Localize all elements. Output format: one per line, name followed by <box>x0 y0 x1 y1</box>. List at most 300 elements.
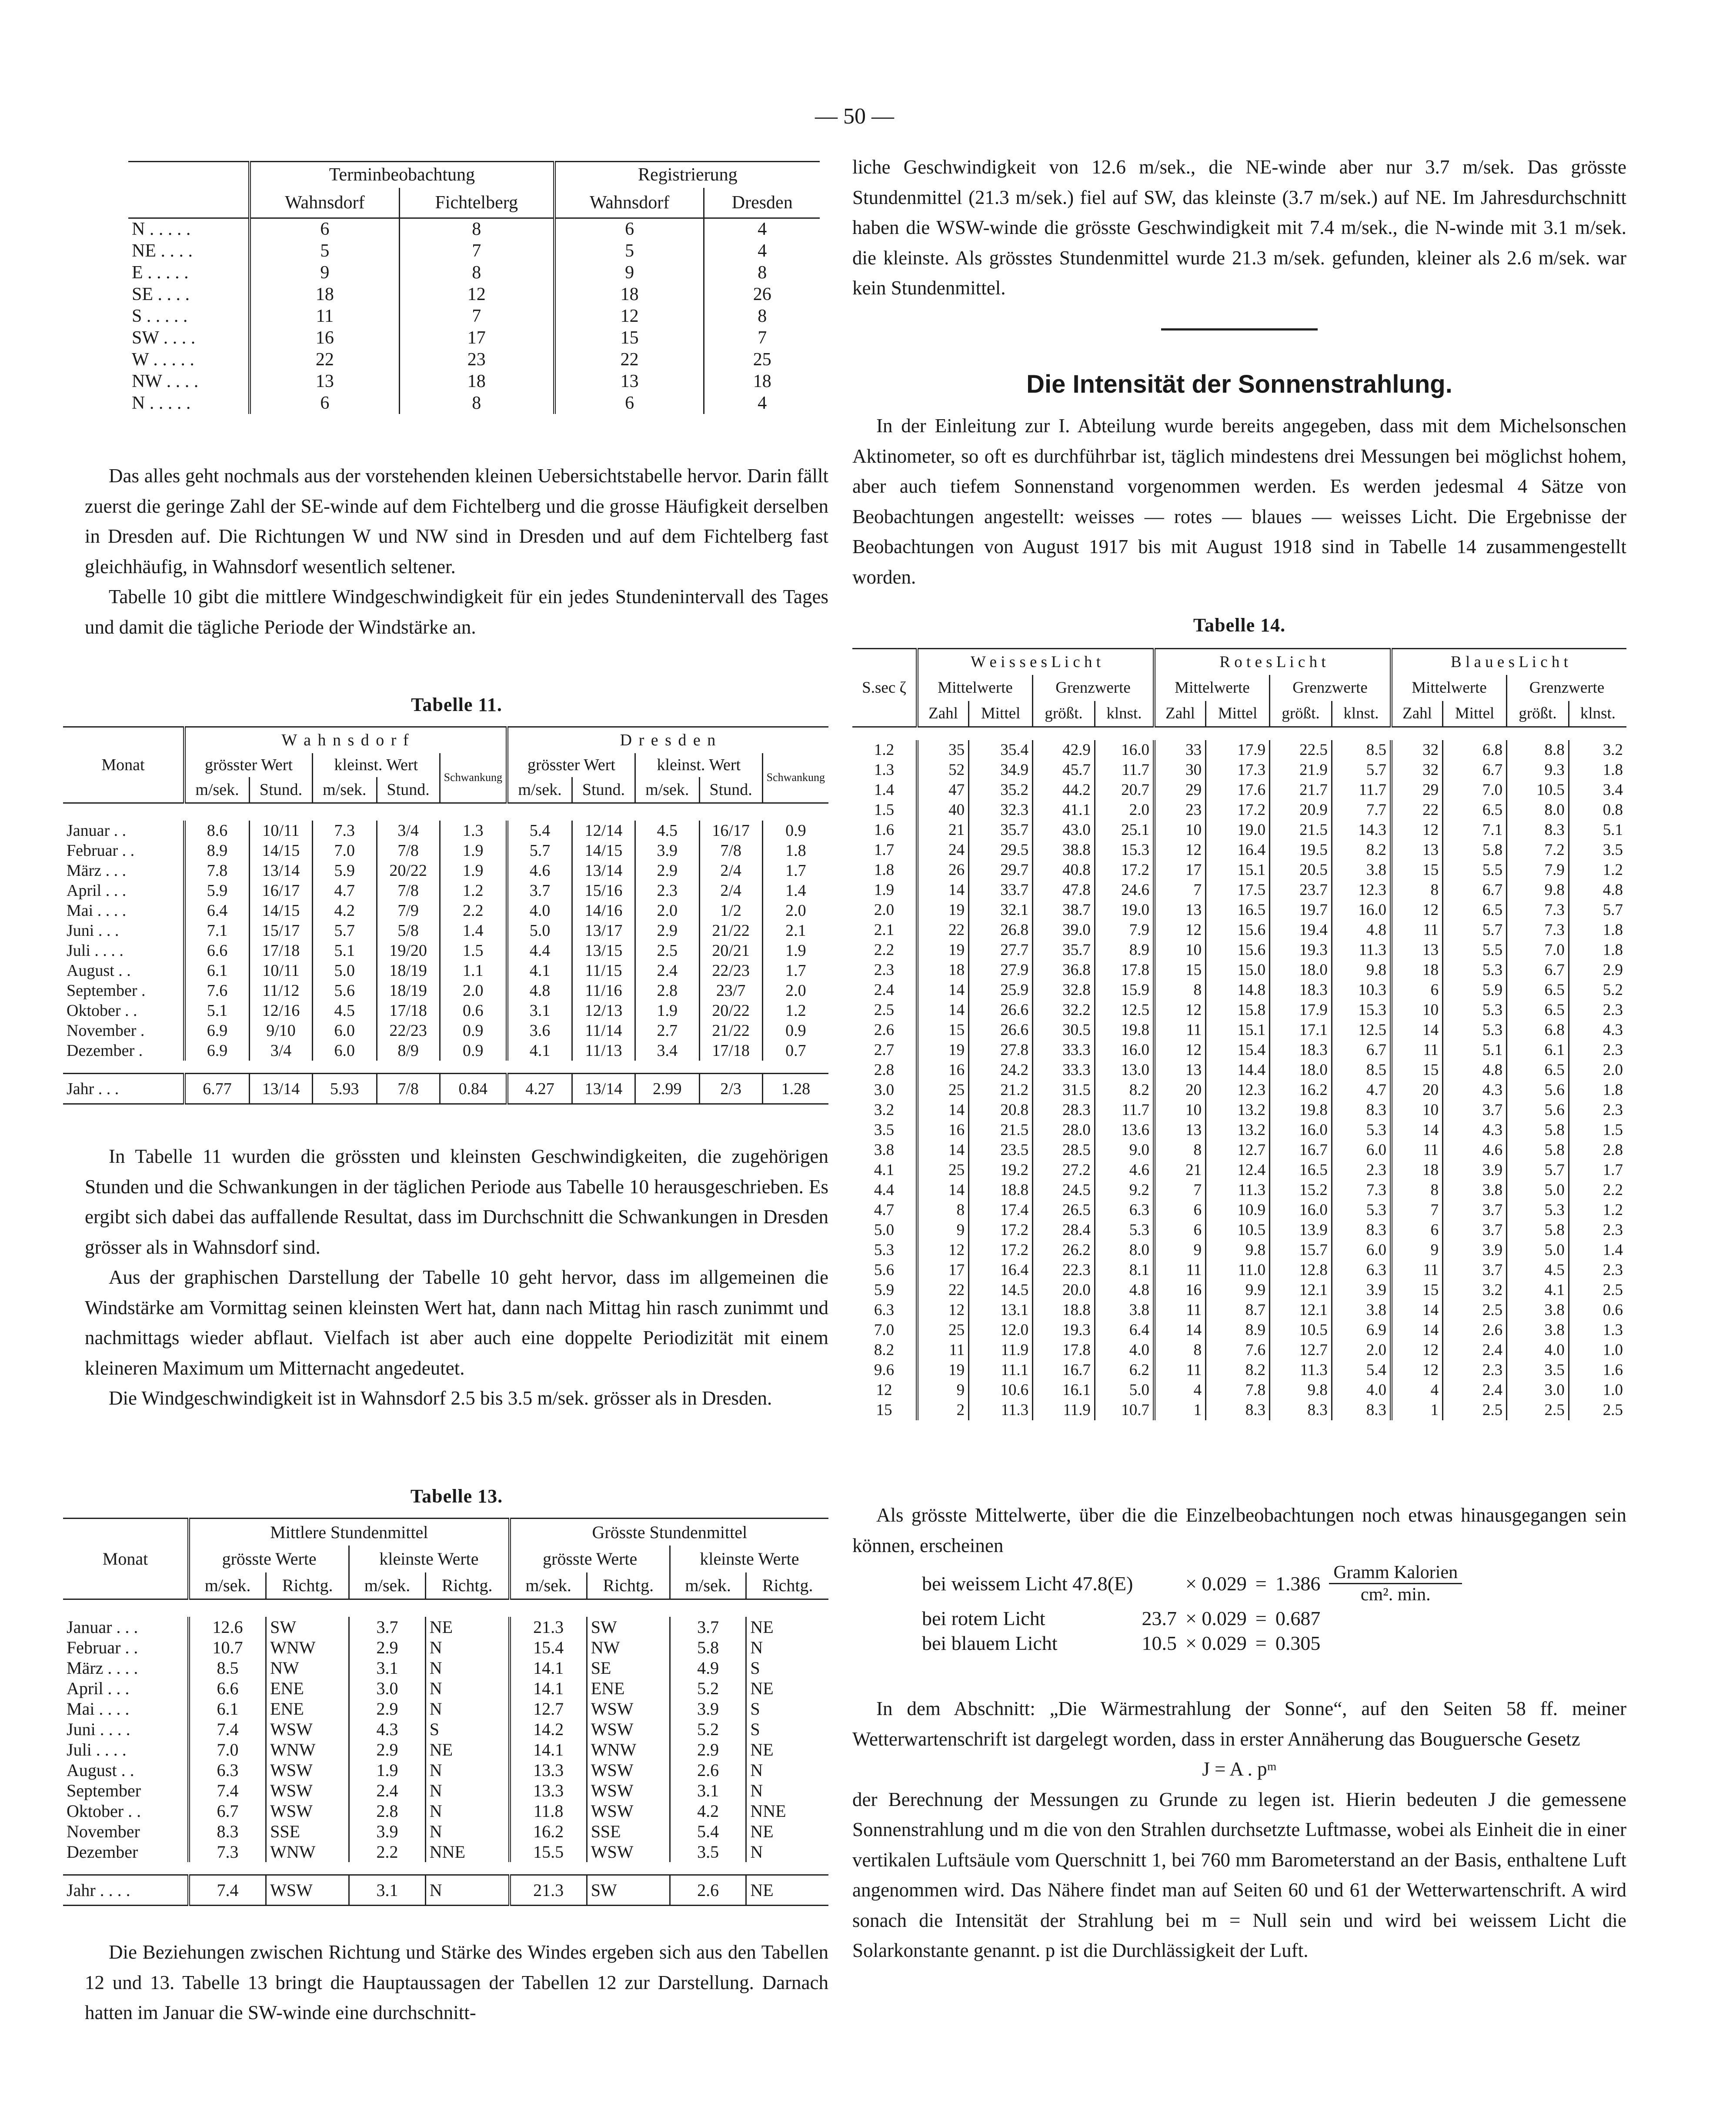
table-cell: 42.9 <box>1033 740 1095 760</box>
table-cell: 10 <box>1391 1100 1443 1120</box>
table-row <box>63 1801 828 1821</box>
table-cell: 13.6 <box>1095 1120 1154 1140</box>
unit-denominator: cm². min. <box>1360 1585 1431 1605</box>
table-cell: 38.7 <box>1033 900 1095 920</box>
table-cell: 16.0 <box>1095 740 1154 760</box>
table-cell: N <box>746 1780 828 1801</box>
table-cell: 5.7 <box>1569 900 1626 920</box>
table-cell: 18.3 <box>1270 1040 1332 1060</box>
table-cell: WSW <box>266 1719 349 1739</box>
table-cell: 23.5 <box>969 1140 1033 1160</box>
table-cell: 8 <box>399 262 554 284</box>
row-label: 4.7 <box>874 1201 895 1219</box>
row-label: April . . . <box>67 881 127 900</box>
table-cell: 18 <box>554 284 704 305</box>
row-label: 2.0 <box>874 901 895 919</box>
row-label: 1.4 <box>874 781 895 799</box>
table-cell: 8.5 <box>1332 1060 1391 1080</box>
table-cell: 8.2 <box>1206 1360 1270 1380</box>
table-row <box>852 1360 1626 1380</box>
table-cell: 16 <box>250 327 399 349</box>
table-cell: 3.6 <box>507 1021 572 1041</box>
table-cell: 14 <box>1154 1320 1206 1340</box>
table-cell: 23.7 <box>1270 880 1332 900</box>
table-cell: 11 <box>917 1340 969 1360</box>
table-row <box>63 881 828 901</box>
table-cell: NE <box>425 1617 509 1637</box>
table-cell: 16.0 <box>1270 1120 1332 1140</box>
table-cell: 7.3 <box>1507 900 1569 920</box>
table-row <box>63 901 828 921</box>
formula-equals: = <box>1255 1607 1267 1629</box>
table-cell: 5.3 <box>1443 1000 1507 1020</box>
table-cell: N <box>746 1637 828 1658</box>
table-cell: 1.28 <box>762 1074 828 1104</box>
col-header: m/sek. <box>510 1572 587 1599</box>
row-label: Juli . . . . <box>67 941 124 960</box>
table-cell: 15 <box>917 1020 969 1040</box>
row-label: 2.1 <box>874 921 895 939</box>
table-cell: 12.4 <box>1206 1160 1270 1180</box>
table-cell: 20/22 <box>377 861 440 881</box>
table-cell: 11.9 <box>1033 1400 1095 1420</box>
table-cell: 8 <box>1154 1140 1206 1160</box>
table-cell: 17.9 <box>1270 1000 1332 1020</box>
table-cell: 39.0 <box>1033 920 1095 940</box>
table-cell: NNE <box>425 1842 509 1862</box>
row-label: S . . . . . <box>132 306 188 326</box>
row-label: N . . . . . <box>132 219 191 240</box>
table-cell: 16.0 <box>1332 900 1391 920</box>
table-cell: 16.5 <box>1270 1160 1332 1180</box>
table-cell: N <box>425 1875 509 1906</box>
table-cell: 3.9 <box>1443 1160 1507 1180</box>
bouguer-law: J = A . pᵐ <box>1202 1758 1277 1780</box>
table-cell: 26 <box>704 284 820 305</box>
table-cell: 6.5 <box>1443 900 1507 920</box>
table-row <box>63 1678 828 1699</box>
table-cell: 26.2 <box>1033 1240 1095 1260</box>
table-cell: 14 <box>1391 1300 1443 1320</box>
table-cell: 3.8 <box>1507 1300 1569 1320</box>
table-cell: 2.3 <box>635 881 699 901</box>
table-cell: 2.0 <box>1332 1340 1391 1360</box>
table-11-caption: Tabelle 11. <box>411 694 502 715</box>
col-header: Mittel <box>1443 701 1507 727</box>
table-cell: 32 <box>1391 760 1443 780</box>
table-cell: 9 <box>917 1220 969 1240</box>
monat-header: Monat <box>63 727 184 803</box>
table-cell: 6 <box>554 218 704 240</box>
col-header: Zahl <box>1154 701 1206 727</box>
table-cell: 12 <box>1391 1360 1443 1380</box>
table-cell: SSE <box>266 1821 349 1842</box>
table-cell: 9.2 <box>1095 1180 1154 1200</box>
formula-equals: = <box>1255 1572 1267 1595</box>
table-cell: 19 <box>917 1040 969 1060</box>
table-cell: 5.8 <box>1507 1220 1569 1240</box>
row-label: N . . . . . <box>132 393 191 413</box>
table-cell: 16 <box>917 1060 969 1080</box>
table-cell: 2.3 <box>1332 1160 1391 1180</box>
table-cell: WNW <box>266 1842 349 1862</box>
table-cell: 10.9 <box>1206 1200 1270 1220</box>
table-cell: 17.2 <box>969 1220 1033 1240</box>
table-cell: 5.5 <box>1443 860 1507 880</box>
table-cell: 7.0 <box>313 841 377 861</box>
table-cell: 18 <box>250 284 399 305</box>
table-cell: 32.3 <box>969 800 1033 820</box>
table-cell: 6.0 <box>313 1021 377 1041</box>
table-cell: 10.5 <box>1206 1220 1270 1240</box>
table-row <box>852 1260 1626 1280</box>
table-cell: 8.3 <box>1507 820 1569 840</box>
table-cell: 26 <box>917 860 969 880</box>
row-label: 2.8 <box>874 1061 895 1079</box>
table-cell: 22 <box>554 349 704 371</box>
col-header: m/sek. <box>670 1572 746 1599</box>
table-cell: 3.0 <box>1507 1380 1569 1400</box>
col-header: m/sek. <box>313 777 377 803</box>
table-cell: 18 <box>917 960 969 980</box>
table-cell: 4.6 <box>1095 1160 1154 1180</box>
table-cell: 7.1 <box>184 921 249 941</box>
table-cell: 7 <box>1154 1180 1206 1200</box>
table-cell: 5.3 <box>1332 1120 1391 1140</box>
row-label: 8.2 <box>874 1341 895 1359</box>
table-cell: 34.9 <box>969 760 1033 780</box>
table-cell: 5.9 <box>184 881 249 901</box>
group-groesste: Grösste Stundenmittel <box>510 1519 828 1546</box>
table-cell: 0.9 <box>440 1041 507 1061</box>
table-cell: 3.5 <box>670 1842 746 1862</box>
table-cell: 8.1 <box>1095 1260 1154 1280</box>
row-label: 2.7 <box>874 1041 895 1059</box>
table-cell: 2.1 <box>762 921 828 941</box>
table-cell: 7.3 <box>1507 920 1569 940</box>
table-cell: 1.7 <box>762 961 828 981</box>
table-cell: 5.0 <box>313 961 377 981</box>
table-cell: 17.2 <box>1095 860 1154 880</box>
table-cell: 19.5 <box>1270 840 1332 860</box>
table-cell: 8 <box>1391 880 1443 900</box>
group-mittlere: Mittlere Stundenmittel <box>189 1519 510 1546</box>
table-cell: 6.3 <box>1332 1260 1391 1280</box>
row-label: November <box>67 1821 140 1841</box>
table-cell: NE <box>746 1617 828 1637</box>
table-cell: 20 <box>1154 1080 1206 1100</box>
table-cell: 8.3 <box>1332 1100 1391 1120</box>
table-cell: NW <box>587 1637 670 1658</box>
table-cell: 2.0 <box>440 981 507 1001</box>
table-cell: 7.0 <box>189 1739 266 1760</box>
row-label: Jahr . . . . <box>67 1880 130 1900</box>
table-cell: 1.4 <box>440 921 507 941</box>
table-row <box>852 1140 1626 1160</box>
table-cell: 5.4 <box>507 821 572 841</box>
table-cell: 2.4 <box>1443 1380 1507 1400</box>
table-cell: 9.3 <box>1507 760 1569 780</box>
table-cell: 15.4 <box>510 1637 587 1658</box>
table-cell: 2.5 <box>1507 1400 1569 1420</box>
formula-equals: = <box>1255 1632 1267 1654</box>
table-cell: 6 <box>1154 1200 1206 1220</box>
table-cell: 27.7 <box>969 940 1033 960</box>
table-cell: 17/18 <box>699 1041 762 1061</box>
row-label: 1.3 <box>874 761 895 779</box>
table-cell: 5 <box>250 240 399 262</box>
table-cell: 1.9 <box>440 841 507 861</box>
table-cell: 4.8 <box>1569 880 1626 900</box>
table-cell: NE <box>746 1875 828 1906</box>
table-cell: 4.1 <box>507 1041 572 1061</box>
table-cell: 15.6 <box>1206 920 1270 940</box>
table-cell: 10.7 <box>1095 1400 1154 1420</box>
table-cell: 1.3 <box>1569 1320 1626 1340</box>
row-label: 2.6 <box>874 1021 895 1039</box>
table-row <box>852 820 1626 840</box>
table-cell: 5.4 <box>1332 1360 1391 1380</box>
paragraph: Die Beziehungen zwischen Richtung und Stärke des Windes ergeben sich aus den Tabellen 12 und 13. Tabelle 13 bringt die Hauptaussagen der Tabellen 12 zur Darstellung. Darnach hatten im Januar die SW-winde eine durchschnitt- <box>85 1941 828 2023</box>
table-cell: 3.5 <box>1507 1360 1569 1380</box>
table-cell: NNE <box>746 1801 828 1821</box>
col-header: kleinst. Wert <box>313 753 440 777</box>
table-cell: N <box>425 1637 509 1658</box>
table-cell: 14 <box>917 1180 969 1200</box>
table-cell: 16.4 <box>969 1260 1033 1280</box>
row-label: 1.2 <box>874 741 895 759</box>
table-cell: 9 <box>1154 1240 1206 1260</box>
table-cell: 3/4 <box>249 1041 312 1061</box>
table-cell: 5.6 <box>1507 1100 1569 1120</box>
table-cell: 6 <box>250 218 399 240</box>
col-header: Dresden <box>704 188 820 218</box>
table-row <box>63 1760 828 1780</box>
table-cell: 16 <box>1154 1280 1206 1300</box>
table-cell: 9.0 <box>1095 1140 1154 1160</box>
table-cell: 15.1 <box>1206 860 1270 880</box>
table-cell: S <box>746 1658 828 1678</box>
table-cell: 14 <box>917 1100 969 1120</box>
table-cell: 10.6 <box>969 1380 1033 1400</box>
group-dresden: D r e s d e n <box>507 727 828 753</box>
table-cell: 4.8 <box>1443 1060 1507 1080</box>
table-cell: 5.7 <box>1443 920 1507 940</box>
table-cell: 24.2 <box>969 1060 1033 1080</box>
table-row <box>63 1658 828 1678</box>
table-cell: 35.4 <box>969 740 1033 760</box>
table-cell: 22.3 <box>1033 1260 1095 1280</box>
direction-frequency-table <box>128 161 820 414</box>
table-cell: ENE <box>587 1678 670 1699</box>
row-label: Mai . . . . <box>67 1699 130 1719</box>
table-cell: 3.2 <box>1569 740 1626 760</box>
table-cell: 8.3 <box>1332 1220 1391 1240</box>
table-cell: 9 <box>1391 1240 1443 1260</box>
col-header: Mittel <box>1206 701 1270 727</box>
table-cell: 13/14 <box>249 1074 312 1104</box>
table-cell: 1.9 <box>440 861 507 881</box>
table-cell: 2.6 <box>670 1875 746 1906</box>
row-label: 5.3 <box>874 1241 895 1259</box>
table-cell: 32.8 <box>1033 980 1095 1000</box>
col-header: Richtg. <box>746 1572 828 1599</box>
table-cell: 11 <box>1391 920 1443 940</box>
table-cell: 15 <box>1391 860 1443 880</box>
table-row <box>63 1719 828 1739</box>
table-cell: 2.9 <box>670 1739 746 1760</box>
table-14-caption: Tabelle 14. <box>1193 614 1286 636</box>
table-row <box>852 1060 1626 1080</box>
table-cell: 16.4 <box>1206 840 1270 860</box>
table-row <box>63 1041 828 1061</box>
table-cell: 4.1 <box>1507 1280 1569 1300</box>
row-label: 5.0 <box>874 1221 895 1239</box>
col-header: Grenzwerte <box>1507 675 1626 701</box>
table-cell: 4.3 <box>1569 1020 1626 1040</box>
table-cell: 2.0 <box>762 901 828 921</box>
table-cell: 8.0 <box>1507 800 1569 820</box>
table-cell: 33.7 <box>969 880 1033 900</box>
table-row <box>852 760 1626 780</box>
table-cell: 3.8 <box>1095 1300 1154 1320</box>
table-cell: 1.2 <box>1569 1200 1626 1220</box>
table-cell: 2.4 <box>1443 1340 1507 1360</box>
table-cell: 18.8 <box>1033 1300 1095 1320</box>
table-cell: 2.2 <box>1569 1180 1626 1200</box>
table-cell: 13 <box>1391 840 1443 860</box>
table-cell: 7/8 <box>377 881 440 901</box>
table-cell: 7.3 <box>313 821 377 841</box>
table-row <box>852 1280 1626 1300</box>
table-cell: 7.4 <box>189 1719 266 1739</box>
table-cell: 18 <box>1391 1160 1443 1180</box>
table-cell: 21.5 <box>969 1120 1033 1140</box>
table-cell: 9.9 <box>1206 1280 1270 1300</box>
table-cell: 25 <box>917 1320 969 1340</box>
table-cell: 9 <box>917 1380 969 1400</box>
row-label: Januar . . <box>67 821 127 840</box>
table-cell: 2.0 <box>762 981 828 1001</box>
table-row <box>128 327 820 349</box>
paragraph: Das alles geht nochmals aus der vorstehenden kleinen Uebersichtstabelle hervor. Darin fällt zuerst die geringe Zahl der SE-winde auf dem Fichtelberg und die grosse Häufigkeit derselben in Dresden auf. Die Richtungen W und NW sind in Dresden und auf dem Fichtelberg fast gleichhäufig, in Wahnsdorf wesentlich seltener. <box>85 465 828 577</box>
row-label: 6.3 <box>874 1301 895 1319</box>
row-label: 2.5 <box>874 1001 895 1019</box>
formula-label: bei rotem Licht <box>922 1607 1045 1629</box>
table-row <box>852 1000 1626 1020</box>
table-cell: 13.2 <box>1206 1120 1270 1140</box>
table-cell: 15/17 <box>249 921 312 941</box>
table-cell: 5.93 <box>313 1074 377 1104</box>
table-cell: 9 <box>554 262 704 284</box>
table-cell: 7.9 <box>1095 920 1154 940</box>
table-cell: 7/9 <box>377 901 440 921</box>
table-cell: 36.8 <box>1033 960 1095 980</box>
table-row <box>852 1240 1626 1260</box>
table-cell: 1.8 <box>762 841 828 861</box>
table-row <box>128 305 820 327</box>
table-row <box>852 1180 1626 1200</box>
table-cell: 13 <box>554 371 704 392</box>
table-cell: 12 <box>917 1240 969 1260</box>
table-cell: 3.7 <box>1443 1100 1507 1120</box>
table-cell: 29.7 <box>969 860 1033 880</box>
table-cell: 17 <box>1154 860 1206 880</box>
row-label: Jahr . . . <box>67 1079 119 1098</box>
table-cell: 16.0 <box>1270 1200 1332 1220</box>
table-cell: 28.5 <box>1033 1140 1095 1160</box>
col-header: Wahnsdorf <box>250 188 399 218</box>
col-header: Zahl <box>917 701 969 727</box>
table-cell: SW <box>266 1617 349 1637</box>
table-cell: 6.7 <box>1443 760 1507 780</box>
table-cell: 6 <box>250 392 399 414</box>
table-cell: WSW <box>266 1801 349 1821</box>
table-row <box>63 941 828 961</box>
row-label: E . . . . . <box>132 262 189 283</box>
table-cell: 3.9 <box>1443 1240 1507 1260</box>
row-label: April . . . <box>67 1678 130 1698</box>
table-cell: 27.2 <box>1033 1160 1095 1180</box>
col-header: m/sek. <box>635 777 699 803</box>
table-cell: 2.9 <box>635 921 699 941</box>
table-cell: 1.4 <box>762 881 828 901</box>
table-cell: 5.1 <box>313 941 377 961</box>
table-cell: 4.1 <box>507 961 572 981</box>
table-cell: 14.4 <box>1206 1060 1270 1080</box>
table-cell: 15.2 <box>1270 1180 1332 1200</box>
col-header: Richtg. <box>587 1572 670 1599</box>
row-label: 3.5 <box>874 1121 895 1139</box>
table-cell: 12 <box>1391 820 1443 840</box>
table-cell: 15.5 <box>510 1842 587 1862</box>
col-header: kleinste Werte <box>349 1546 510 1572</box>
table-cell: 4 <box>1391 1380 1443 1400</box>
table-cell: 11.3 <box>1332 940 1391 960</box>
table-cell: 33.3 <box>1033 1060 1095 1080</box>
table-cell: 4.4 <box>507 941 572 961</box>
table-cell: 21 <box>1154 1160 1206 1180</box>
table-cell: 3.7 <box>1443 1200 1507 1220</box>
table-cell: 18.3 <box>1270 980 1332 1000</box>
table-cell: 35.7 <box>1033 940 1095 960</box>
table-cell: 6.1 <box>189 1699 266 1719</box>
formula-label: bei weissem Licht 47.8(E) <box>922 1572 1133 1595</box>
row-label: 2.2 <box>874 941 895 959</box>
table-cell: 2.9 <box>349 1699 426 1719</box>
table-cell: 12.0 <box>969 1320 1033 1340</box>
table-cell: 5 <box>554 240 704 262</box>
col-header: größt. <box>1270 701 1332 727</box>
table-cell: SSE <box>587 1821 670 1842</box>
table-cell: 35.2 <box>969 780 1033 800</box>
table-cell: 8 <box>399 392 554 414</box>
table-cell: 2.5 <box>1569 1400 1626 1420</box>
table-cell: 16/17 <box>249 881 312 901</box>
table-row <box>852 1220 1626 1240</box>
table-row <box>128 371 820 392</box>
table-cell: 21.9 <box>1270 760 1332 780</box>
table-cell: 19.7 <box>1270 900 1332 920</box>
table-cell: 1.4 <box>1569 1240 1626 1260</box>
col-header: Schwankung <box>762 753 828 803</box>
table-row <box>128 262 820 284</box>
table-row <box>852 1120 1626 1140</box>
table-cell: 2.3 <box>1569 1000 1626 1020</box>
table-cell: 6.77 <box>184 1074 249 1104</box>
paragraph: In der Einleitung zur I. Abteilung wurde bereits angegeben, dass mit dem Michelsonschen Aktinometer, so oft es durchführbar ist, täglich mindestens drei Messungen bei möglichst hohem, aber auch tiefem Sonnenstand vorgenommen werden. Es werden jedesmal 4 Sätze von Beobachtungen angestellt: weisses — rotes — blaues — weisses Licht. Die Ergebnisse der Beobachtungen von August 1917 bis mit August 1918 sind in Tabelle 14 zusammengestellt worden. <box>852 415 1626 588</box>
table-cell: 12 <box>1154 920 1206 940</box>
